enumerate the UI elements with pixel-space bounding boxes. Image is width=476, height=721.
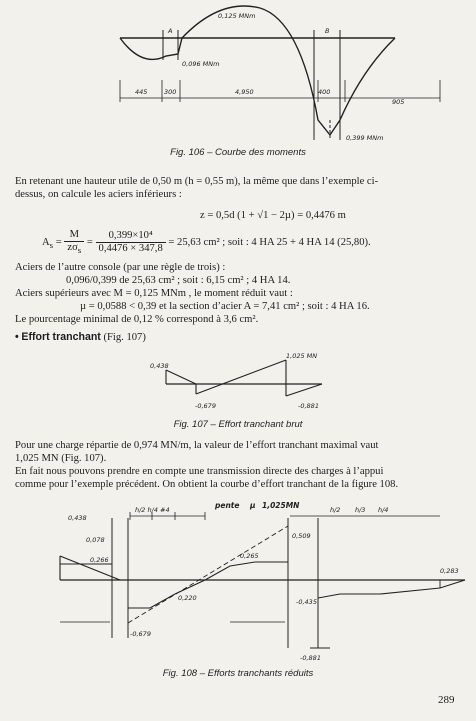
equation-as: $A_s$ = $\frac{M}{z\sigma_s}$ = $\frac{\text{0,399×10⁴}}{0,4476 \times 347,8}$ = 25,63 cm² ; soit : 4 HA 25 + 4 HA 14 (25,80). xyxy=(42,229,371,256)
fig108-label-h2h: h/2 h/4 #4 xyxy=(135,506,170,514)
paragraph-1-line-1: En retenant une hauteur utile de 0,50 m (h = 0,55 m), la même que dans l’exemple ci- xyxy=(15,176,379,187)
figure-108-shear-reduced xyxy=(0,498,476,668)
fig108-label-v-438: 0,438 xyxy=(68,514,87,522)
fig108-label-v-509: 0,509 xyxy=(292,532,311,540)
paragraph-3-line-2: 1,025 MN (Fig. 107). xyxy=(15,453,107,464)
fig108-label-v-top: 1,025MN xyxy=(262,501,300,510)
fig108-label-pente: pente xyxy=(215,501,240,510)
label-dim-2: 300 xyxy=(164,88,177,96)
paragraph-3-line-3: En fait nous pouvons prendre en compte une transmission directe des charges à l’appui xyxy=(15,466,384,477)
label-dim-4: 400 xyxy=(318,88,331,96)
fig108-label-h4: h/4 xyxy=(378,506,389,514)
eq-as-fraction-2 xyxy=(96,230,166,255)
section-title: Effort tranchant xyxy=(21,331,101,343)
eq-as-frac1-den-sub: s xyxy=(77,245,82,256)
fig107-label-v-top-left: 0,438 xyxy=(150,362,169,370)
paragraph-2-line-2: 0,096/0,399 de 25,63 cm² ; soit : 6,15 cm² ; 4 HA 14. xyxy=(66,275,291,286)
fig107-label-v-bot-right: -0,881 xyxy=(298,402,319,410)
label-point-b: B xyxy=(325,27,330,35)
eq-as-fraction-1 xyxy=(64,229,84,256)
fig107-label-v-top-right: 1,025 MN xyxy=(286,352,318,360)
fig108-label-h3: h/3 xyxy=(355,506,366,514)
paragraph-2-line-5: Le pourcentage minimal de 0,12 % correspond à 3,6 cm². xyxy=(15,314,259,325)
figure-106-caption: Fig. 106 – Courbe des moments xyxy=(170,147,306,158)
fig108-label-v-266: 0,266 xyxy=(90,556,109,564)
label-m-b: 0,399 MNm xyxy=(346,134,384,142)
paragraph-3-line-1: Pour une charge répartie de 0,974 MN/m, la valeur de l’effort tranchant maximal vaut xyxy=(15,440,379,451)
eq-as-lhs-sub: s xyxy=(49,240,54,251)
paragraph-2-line-4: µ = 0,0588 < 0,39 et la section d’acier A = 7,41 cm² ; soit : 4 HA 16. xyxy=(80,301,370,312)
fig108-label-v-220: 0,220 xyxy=(178,594,197,602)
label-m-max: 0,125 MNm xyxy=(218,12,256,20)
fig108-label-v-283: 0,283 xyxy=(440,567,459,575)
page-number: 289 xyxy=(438,694,455,706)
paragraph-3-line-4: comme pour l’exemple précédent. On obtient la courbe d’effort tranchant de la figure 108. xyxy=(15,479,399,490)
eq-as-frac2-den: 0,4476 × 347,8 xyxy=(98,243,163,255)
fig108-label-v-679: -0,679 xyxy=(130,630,151,638)
paragraph-2-line-3: Aciers supérieurs avec M = 0,125 MNm , le moment réduit vaut : xyxy=(15,288,293,299)
label-dim-5: 905 xyxy=(392,98,405,106)
eq-as-lhs: A xyxy=(42,237,50,248)
fig107-label-v-bot-left: -0,679 xyxy=(195,402,216,410)
label-m-a: 0,096 MNm xyxy=(182,60,220,68)
paragraph-2-line-1: Aciers de l’autre console (par une règle de trois) : xyxy=(15,262,226,273)
section-heading-effort-tranchant xyxy=(15,331,146,343)
figure-107-shear-raw xyxy=(0,350,476,420)
eq-as-result: = 25,63 cm² ; soit : 4 HA 25 + 4 HA 14 (25,80). xyxy=(168,237,371,248)
fig108-label-v-435: -0,435 xyxy=(296,598,317,606)
fig108-label-v-881: -0,881 xyxy=(300,654,321,662)
fig108-label-v-265: 0,265 xyxy=(240,552,259,560)
eq-as-frac2-num: 0,399×10⁴ xyxy=(96,230,166,243)
section-bullet: • xyxy=(15,331,19,343)
equation-z: z = 0,5d (1 + √1 − 2µ) = 0,4476 m xyxy=(200,210,346,221)
fig108-label-v-078: 0,078 xyxy=(86,536,105,544)
paragraph-1-line-2: dessus, on calcule les aciers inférieurs : xyxy=(15,189,182,200)
fig108-label-mu: µ xyxy=(250,501,256,510)
section-ref: (Fig. 107) xyxy=(103,332,146,343)
label-dim-1: 445 xyxy=(135,88,148,96)
figure-108-caption: Fig. 108 – Efforts tranchants réduits xyxy=(162,668,314,679)
eq-as-frac1-num: M xyxy=(64,229,84,242)
eq-as-frac1-den: zσ xyxy=(67,242,78,253)
figure-106-moment-curve xyxy=(0,0,476,150)
figure-107-caption: Fig. 107 – Effort tranchant brut xyxy=(173,419,303,430)
label-dim-3: 4,950 xyxy=(235,88,254,96)
fig108-label-h2: h/2 xyxy=(330,506,341,514)
label-point-a: A xyxy=(168,27,173,35)
